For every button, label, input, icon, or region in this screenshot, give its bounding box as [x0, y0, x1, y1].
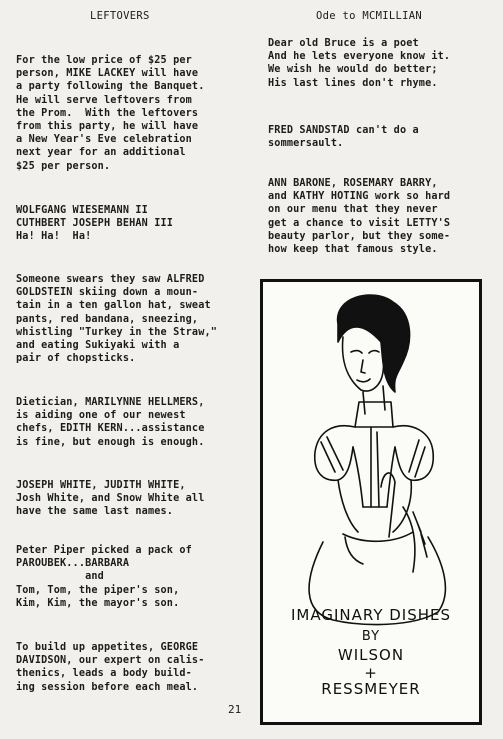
text-line: the Prom. With the leftovers [16, 107, 199, 119]
text-line: For the low price of $25 per [16, 55, 192, 66]
text-line: WOLFGANG WIESEMANN II [16, 205, 148, 216]
text-line: on our menu that they never [268, 204, 438, 216]
text-line: thenics, leads a body build- [16, 668, 192, 680]
beauty-parlor-paragraph [268, 177, 450, 256]
text-line: and [16, 571, 104, 583]
text-line: and eating Sukiyaki with a [16, 340, 180, 352]
text-line: He will serve leftovers from [16, 94, 192, 106]
imaginary-dishes-illustration [260, 279, 482, 725]
dietician-paragraph [16, 396, 205, 449]
leftovers-heading: LEFTOVERS [90, 10, 150, 22]
text-line: from this party, he will have [16, 121, 199, 133]
text-line: sommersault. [268, 138, 344, 150]
peter-piper-paragraph [16, 544, 192, 610]
text-line: PAROUBEK...BARBARA [16, 558, 130, 570]
text-line: JOSEPH WHITE, JUDITH WHITE, [16, 480, 186, 491]
davidson-paragraph [16, 641, 205, 694]
text-line: is aiding one of our newest [16, 410, 186, 422]
text-line: Peter Piper picked a pack of [16, 545, 192, 556]
text-line: get a chance to visit LETTY'S [268, 217, 451, 229]
text-line: Dietician, MARILYNNE HELLMERS, [16, 397, 205, 408]
text-line: DAVIDSON, our expert on calis- [16, 655, 205, 667]
text-line: tain in a ten gallon hat, sweat [16, 300, 211, 312]
ode-poem [268, 37, 450, 90]
text-line: Josh White, and Snow White all [16, 493, 205, 505]
text-line: whistling "Turkey in the Straw," [16, 326, 218, 338]
text-line: FRED SANDSTAD can't do a [268, 125, 419, 136]
text-line: We wish he would do better; [268, 64, 438, 76]
caption-line2: BY [361, 629, 381, 644]
white-paragraph [16, 479, 205, 519]
text-line: and KATHY HOTING work so hard [268, 191, 451, 203]
text-line: CUTHBERT JOSEPH BEHAN III [16, 218, 174, 230]
ode-heading: Ode to MCMILLIAN [316, 10, 422, 22]
text-line: a party following the Banquet. [16, 81, 205, 93]
text-line: Dear old Bruce is a poet [268, 38, 419, 49]
text-line: And he lets everyone know it. [268, 51, 451, 63]
text-line: GOLDSTEIN skiing down a moun- [16, 287, 199, 299]
sandstad-paragraph [268, 124, 419, 150]
text-line: beauty parlor, but they some- [268, 230, 451, 242]
page-number: 21 [228, 703, 242, 716]
text-line: His last lines don't rhyme. [268, 77, 438, 89]
text-line: Kim, Kim, the mayor's son. [16, 597, 180, 609]
goldstein-paragraph [16, 273, 217, 365]
text-line: is fine, but enough is enough. [16, 436, 205, 448]
text-line: Tom, Tom, the piper's son, [16, 584, 180, 596]
text-line: a New Year's Eve celebration [16, 134, 192, 146]
names-paragraph [16, 204, 173, 244]
text-line: have the same last names. [16, 506, 174, 518]
text-line: Ha! Ha! Ha! [16, 231, 92, 243]
text-line: pants, red bandana, sneezing, [16, 313, 199, 325]
text-line: pair of chopsticks. [16, 353, 136, 365]
text-line: chefs, EDITH KERN...assistance [16, 423, 205, 435]
text-line: To build up appetites, GEORGE [16, 642, 199, 653]
text-line: $25 per person. [16, 160, 111, 172]
text-line: Someone swears they saw ALFRED [16, 274, 205, 285]
caption-line1: IMAGINARY DISHES [290, 606, 452, 624]
caption-line5: RESSMEYER [321, 680, 421, 698]
caption-line4: + [364, 664, 378, 682]
text-line: person, MIKE LACKEY will have [16, 68, 199, 80]
text-line: ing session before each meal. [16, 681, 199, 693]
caption-line3: WILSON [337, 646, 405, 664]
text-line: how keep that famous style. [268, 244, 438, 256]
leftovers-paragraph [16, 54, 205, 173]
text-line: next year for an additional [16, 147, 186, 159]
text-line: ANN BARONE, ROSEMARY BARRY, [268, 178, 438, 189]
